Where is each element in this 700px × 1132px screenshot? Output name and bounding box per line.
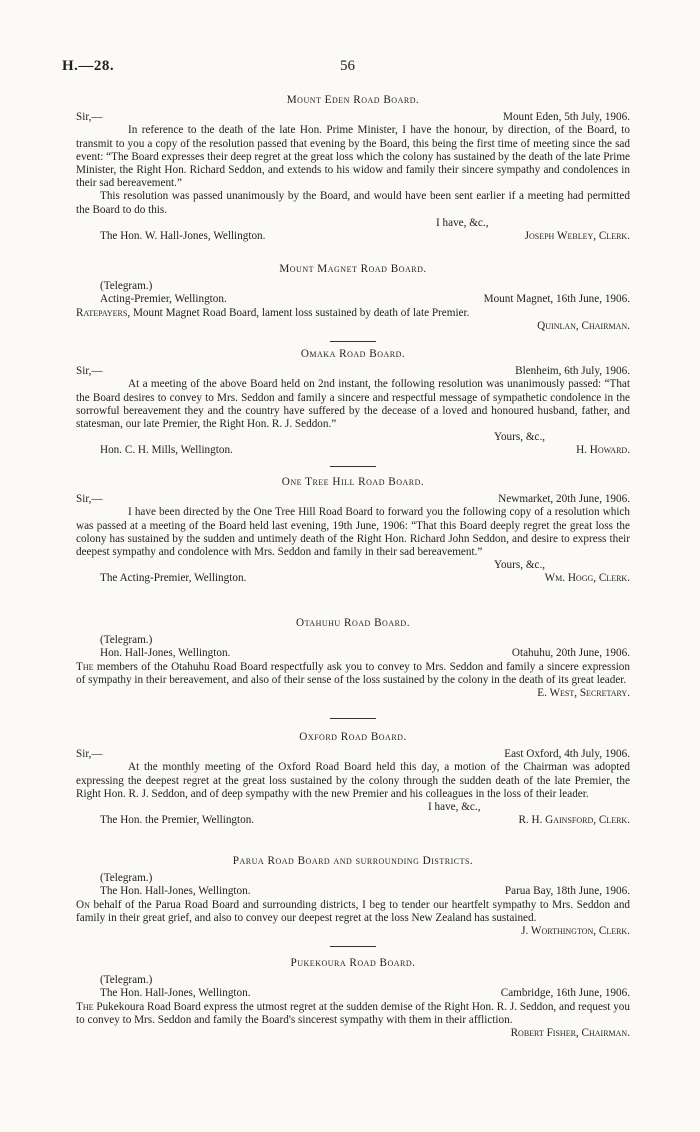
addressee: The Hon. the Premier, Wellington. xyxy=(100,814,255,827)
letter-body: behalf of the Parua Road Board and surrounding districts, I beg to tender our heartfelt sympathy to Mrs. Seddon and family in their great grief, and also to convey our deepest regret at the loss New Zealand has sustained. xyxy=(76,898,631,924)
letter-title: Mount Magnet Road Board. xyxy=(279,263,427,275)
place-date: Otahuhu, 20th June, 1906. xyxy=(511,647,630,660)
section-divider xyxy=(330,946,376,947)
place-date: Mount Eden, 5th July, 1906. xyxy=(503,111,630,124)
addressee: The Acting-Premier, Wellington. xyxy=(100,572,247,585)
salutation: Sir,— xyxy=(76,111,103,124)
letter-title: Omaka Road Board. xyxy=(300,348,406,360)
section-divider xyxy=(330,341,376,342)
letter-body-2: This resolution was passed unanimously by the Board, and would have been sent earlier if a meeting had permitted the Board to do this. xyxy=(76,190,630,216)
place-date: Parua Bay, 18th June, 1906. xyxy=(504,885,630,898)
closing: Yours, &c., xyxy=(494,559,546,572)
signature: J. Worthington, Clerk. xyxy=(521,925,630,938)
closing: I have, &c., xyxy=(436,216,489,229)
letter-title: Mount Eden Road Board. xyxy=(286,94,420,106)
first-word: On xyxy=(76,898,90,911)
addressee: Hon. Hall-Jones, Wellington. xyxy=(100,647,231,660)
letter-oxford xyxy=(76,731,630,827)
first-word: The xyxy=(76,1000,94,1013)
signature: E. West, Secretary. xyxy=(537,687,630,700)
place-date: Cambridge, 16th June, 1906. xyxy=(500,987,630,1000)
letter-omaka xyxy=(76,348,630,467)
addressee: The Hon. Hall-Jones, Wellington. xyxy=(100,885,251,898)
letter-title: Otahuhu Road Board. xyxy=(295,617,411,629)
letter-body: At the monthly meeting of the Oxford Road Board held this day, a motion of the Chairman was adopted expressing the deepest regret at the great loss sustained by the colony through the sudden death of the late Premier, the Right Hon. R. J. Seddon, and of deep sympathy with the new Premier and his colleagues in the loss of their leader. xyxy=(76,761,630,800)
closing: Yours, &c., xyxy=(494,431,546,444)
letter-title: Parua Road Board and surrounding Districts. xyxy=(232,855,474,867)
telegram-note: (Telegram.) xyxy=(100,634,153,647)
letter-title: Pukekoura Road Board. xyxy=(290,957,416,969)
first-word: The xyxy=(76,660,94,673)
document-reference: H.—28. xyxy=(62,58,115,74)
section-divider xyxy=(330,718,376,719)
addressee: Acting-Premier, Wellington. xyxy=(100,293,227,306)
letter-body: At a meeting of the above Board held on 2nd instant, the following resolution was unanimously passed: “That the Board desires to convey to Mrs. Seddon and family a sincere and respectful message of sympathetic condolence in the sorrowful bereavement they and the country have suffered by the decease of a loved and honoured husband, father, and statesman, our late Premier, the Right Hon. R. J. Seddon.” xyxy=(76,378,630,431)
signature: Quinlan, Chairman. xyxy=(537,319,630,332)
letter-mount-magnet xyxy=(76,263,630,342)
letter-body: In reference to the death of the late Hon. Prime Minister, I have the honour, by direction, of the Board, to transmit to you a copy of the resolution passed that evening by the Board, this being the first time of meeting since the sad event: “The Board expresses their deep regret at the great loss which the colony has sustained by the death of the late Prime Minister, the Right Hon. Richard Seddon, and extends to his widow and family their sincere sympathy and condolences in their sad bereavement.” xyxy=(76,124,630,190)
telegram-note: (Telegram.) xyxy=(100,974,153,987)
telegram-note: (Telegram.) xyxy=(100,280,153,293)
addressee: The Hon. Hall-Jones, Wellington. xyxy=(100,987,251,1000)
signature: Robert Fisher, Chairman. xyxy=(510,1027,630,1040)
salutation: Sir,— xyxy=(76,748,103,761)
signature: R. H. Gainsford, Clerk. xyxy=(518,814,630,827)
letter-parua xyxy=(76,855,630,947)
letter-one-tree-hill xyxy=(76,476,630,586)
salutation: Sir,— xyxy=(76,493,103,506)
letter-body: I have been directed by the One Tree Hill Road Board to forward you the following copy of a resolution which was passed at a meeting of the Board held last evening, 19th June, 1906: “That this Board deeply regret the great loss the colony has sustained by the sudden and untimely death of the Right Hon. Richard John Seddon, and desire to express their deepest sympathy and condolence with Mrs. Seddon and family in their sad bereavement.” xyxy=(76,506,630,559)
place-date: Newmarket, 20th June, 1906. xyxy=(498,493,630,506)
telegram-note: (Telegram.) xyxy=(100,872,153,885)
section-divider xyxy=(330,466,376,467)
signature: Joseph Webley, Clerk. xyxy=(524,230,630,243)
addressee: Hon. C. H. Mills, Wellington. xyxy=(100,444,233,457)
letter-otahuhu xyxy=(76,617,630,719)
letter-title: Oxford Road Board. xyxy=(299,731,407,743)
letter-body: Mount Magnet Road Board, lament loss sustained by death of late Premier. xyxy=(132,306,470,319)
letter-mount-eden xyxy=(76,94,630,243)
salutation: Sir,— xyxy=(76,365,103,378)
page-number: 56 xyxy=(340,58,355,74)
closing: I have, &c., xyxy=(428,801,481,814)
letter-body: Pukekoura Road Board express the utmost regret at the sudden demise of the Right Hon. R. J. Seddon, and request you to convey to Mrs. Seddon and family the Board's sincerest sympathy with them in their affliction. xyxy=(76,1000,630,1026)
place-date: Mount Magnet, 16th June, 1906. xyxy=(483,293,630,306)
place-date: Blenheim, 6th July, 1906. xyxy=(515,365,630,378)
letter-title: One Tree Hill Road Board. xyxy=(281,476,425,488)
addressee: The Hon. W. Hall-Jones, Wellington. xyxy=(100,230,266,243)
signature: Wm. Hogg, Clerk. xyxy=(544,572,630,585)
first-word: Ratepayers, xyxy=(76,306,131,319)
place-date: East Oxford, 4th July, 1906. xyxy=(504,748,630,761)
letter-pukekoura xyxy=(76,957,630,1040)
signature: H. Howard. xyxy=(576,444,630,457)
letter-body: members of the Otahuhu Road Board respectfully ask you to convey to Mrs. Seddon and family a sincere expression of sympathy in their bereavement, and also of their sense of the loss sustained by the colony in the death of its great leader. xyxy=(76,660,630,686)
